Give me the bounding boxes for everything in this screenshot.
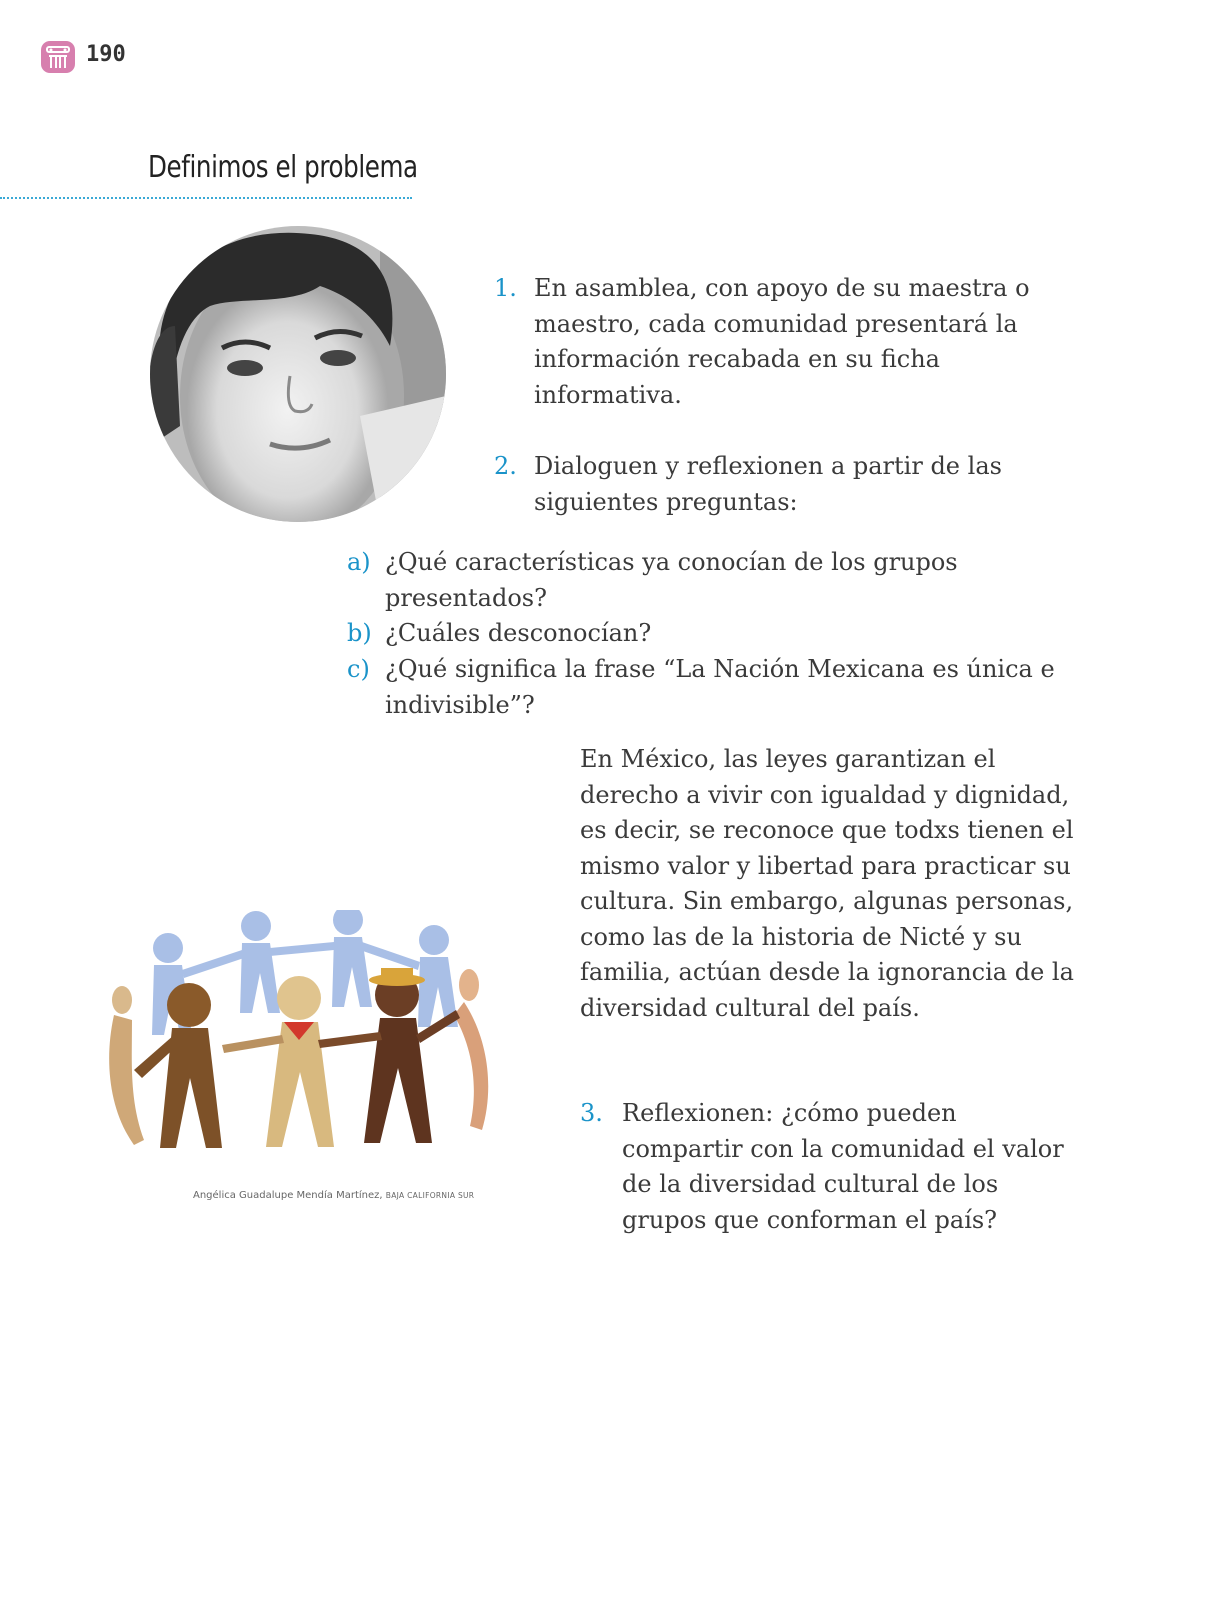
people-circle-illustration <box>104 910 504 1170</box>
item-text: Dialoguen y reflexionen a partir de las siguientes preguntas: <box>534 452 1002 516</box>
question-text: ¿Cuáles desconocían? <box>385 619 652 647</box>
question-a <box>347 545 1067 616</box>
item-text: En asamblea, con apoyo de su maestra o maestro, cada comunidad presentará la información recabada en su ficha informativa. <box>534 274 1030 409</box>
title-divider <box>0 197 412 199</box>
question-text: ¿Qué características ya conocían de los grupos presentados? <box>385 548 958 612</box>
glyph-badge-icon <box>40 40 76 74</box>
illustration-caption <box>193 1190 474 1201</box>
question-b <box>347 616 1067 652</box>
child-portrait-photo <box>150 226 446 522</box>
item-number: 3. <box>580 1099 603 1127</box>
page-number: 190 <box>86 42 126 67</box>
question-letter: c) <box>347 655 370 683</box>
question-c <box>347 652 1067 723</box>
caption-region: BAJA CALIFORNIA SUR <box>385 1191 475 1200</box>
item-text: Reflexionen: ¿cómo pueden compartir con la comunidad el valor de la diversidad cultural de los grupos que conforman el país? <box>622 1099 1064 1234</box>
section-title: Definimos el problema <box>148 150 418 185</box>
question-text: ¿Qué significa la frase “La Nación Mexicana es única e indivisible”? <box>385 655 1055 719</box>
question-letter: a) <box>347 548 371 576</box>
question-letter: b) <box>347 619 372 647</box>
list-item-3 <box>580 1096 1080 1238</box>
caption-author: Angélica Guadalupe Mendía Martínez, <box>193 1190 383 1201</box>
item-number: 1. <box>494 274 517 302</box>
item-number: 2. <box>494 452 517 480</box>
list-item-2 <box>494 449 1054 520</box>
body-paragraph: En México, las leyes garantizan el derecho a vivir con igualdad y dignidad, es decir, se reconoce que todxs tienen el mismo valor y libertad para practicar su cultura. Sin embargo, algunas personas, como las de la historia de Nicté y su familia, actúan desde la ignorancia de la diversidad cultural del país. <box>580 745 1074 1022</box>
list-item-1 <box>494 271 1054 413</box>
